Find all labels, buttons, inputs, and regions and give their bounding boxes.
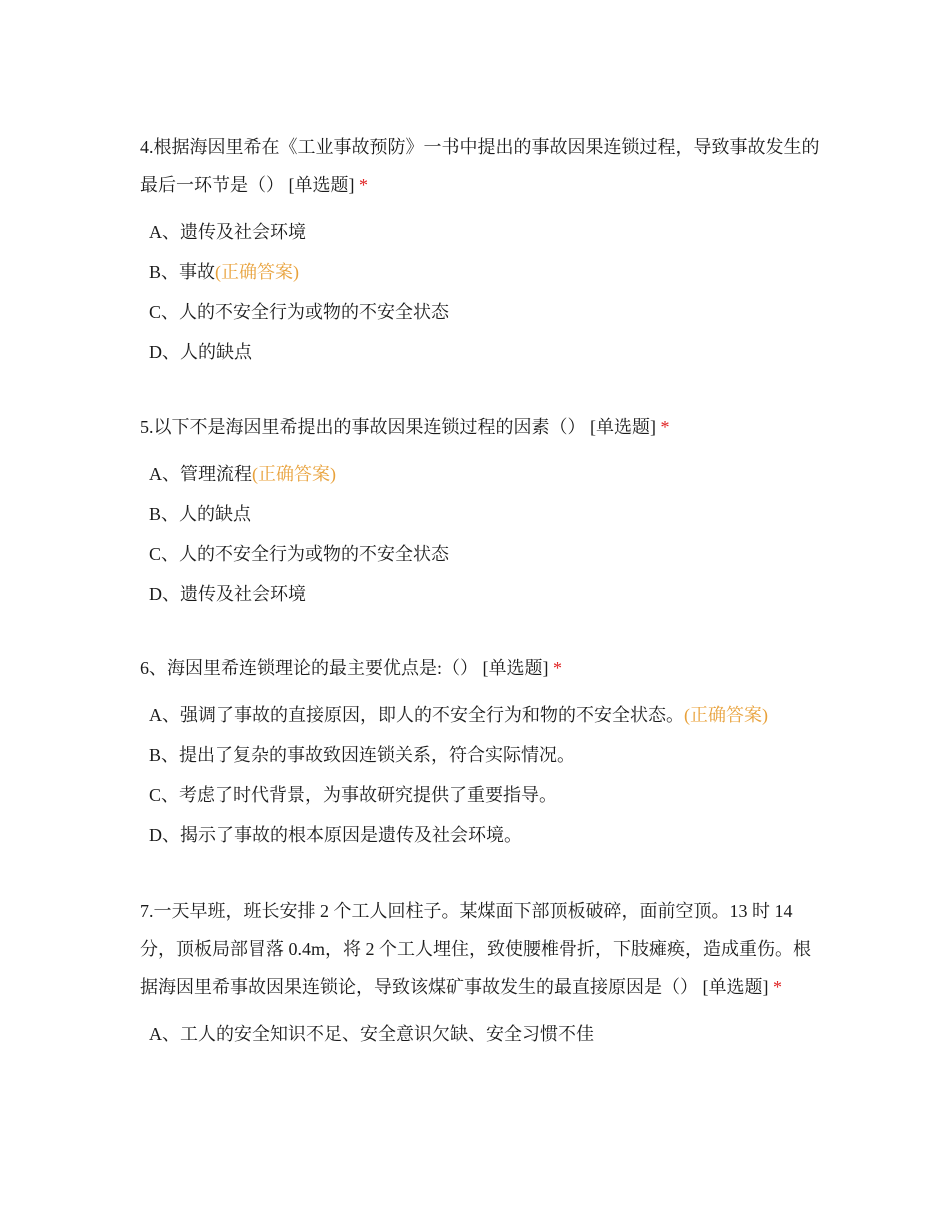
option-c bbox=[140, 292, 820, 332]
required-mark: * bbox=[773, 977, 782, 997]
question-title bbox=[140, 408, 820, 446]
question-title bbox=[140, 649, 820, 687]
question-type-label: [单选题] bbox=[288, 175, 355, 195]
option-b bbox=[140, 735, 820, 775]
option-a bbox=[140, 1014, 820, 1054]
option-text: B、事故 bbox=[149, 262, 216, 282]
option-d bbox=[140, 574, 820, 614]
option-a bbox=[140, 695, 820, 735]
option-text: A、强调了事故的直接原因，即人的不安全行为和物的不安全状态。 bbox=[149, 705, 684, 725]
question-4 bbox=[140, 128, 820, 372]
option-text: A、遗传及社会环境 bbox=[149, 222, 306, 242]
question-text: 4.根据海因里希在《工业事故预防》一书中提出的事故因果连锁过程，导致事故发生的最后一环节是（） bbox=[140, 137, 820, 195]
question-type-label: [单选题] bbox=[590, 417, 656, 437]
option-a bbox=[140, 212, 820, 252]
option-b bbox=[140, 252, 820, 292]
question-title bbox=[140, 892, 820, 1006]
option-text: D、揭示了事故的根本原因是遗传及社会环境。 bbox=[149, 825, 522, 845]
option-text: D、人的缺点 bbox=[149, 342, 252, 362]
option-c bbox=[140, 534, 820, 574]
option-c bbox=[140, 775, 820, 815]
correct-answer-label: (正确答案) bbox=[215, 262, 300, 282]
option-text: C、人的不安全行为或物的不安全状态 bbox=[149, 302, 450, 322]
correct-answer-label: (正确答案) bbox=[252, 464, 336, 484]
option-text: B、提出了复杂的事故致因连锁关系，符合实际情况。 bbox=[149, 745, 576, 765]
required-mark: * bbox=[553, 658, 562, 678]
correct-answer-label: (正确答案) bbox=[684, 705, 768, 725]
required-mark: * bbox=[359, 175, 368, 195]
option-text: C、人的不安全行为或物的不安全状态 bbox=[149, 544, 450, 564]
option-text: A、管理流程 bbox=[149, 464, 252, 484]
question-5 bbox=[140, 408, 820, 614]
question-text: 7.一天早班，班长安排 2 个工人回柱子。某煤面下部顶板破碎，面前空顶。13 时 14 分，顶板局部冒落 0.4m，将 2 个工人埋住，致使腰椎骨折，下肢瘫痪，造成重伤。根据海因里希事故因果连锁论，导致该煤矿事故发生的最直接原因是（） bbox=[140, 901, 811, 997]
option-a bbox=[140, 454, 820, 494]
question-type-label: [单选题] bbox=[702, 977, 769, 997]
option-text: A、工人的安全知识不足、安全意识欠缺、安全习惯不佳 bbox=[149, 1024, 594, 1044]
option-text: B、人的缺点 bbox=[149, 504, 252, 524]
option-b bbox=[140, 494, 820, 534]
question-title bbox=[140, 128, 820, 204]
question-type-label: [单选题] bbox=[482, 658, 549, 678]
option-d bbox=[140, 815, 820, 855]
question-7 bbox=[140, 892, 820, 1054]
option-text: C、考虑了时代背景，为事故研究提供了重要指导。 bbox=[149, 785, 558, 805]
question-text: 6、海因里希连锁理论的最主要优点是:（） bbox=[140, 658, 478, 678]
required-mark: * bbox=[660, 417, 670, 437]
question-6 bbox=[140, 649, 820, 855]
question-text: 5.以下不是海因里希提出的事故因果连锁过程的因素（） bbox=[140, 417, 586, 437]
option-text: D、遗传及社会环境 bbox=[149, 584, 306, 604]
option-d bbox=[140, 332, 820, 372]
